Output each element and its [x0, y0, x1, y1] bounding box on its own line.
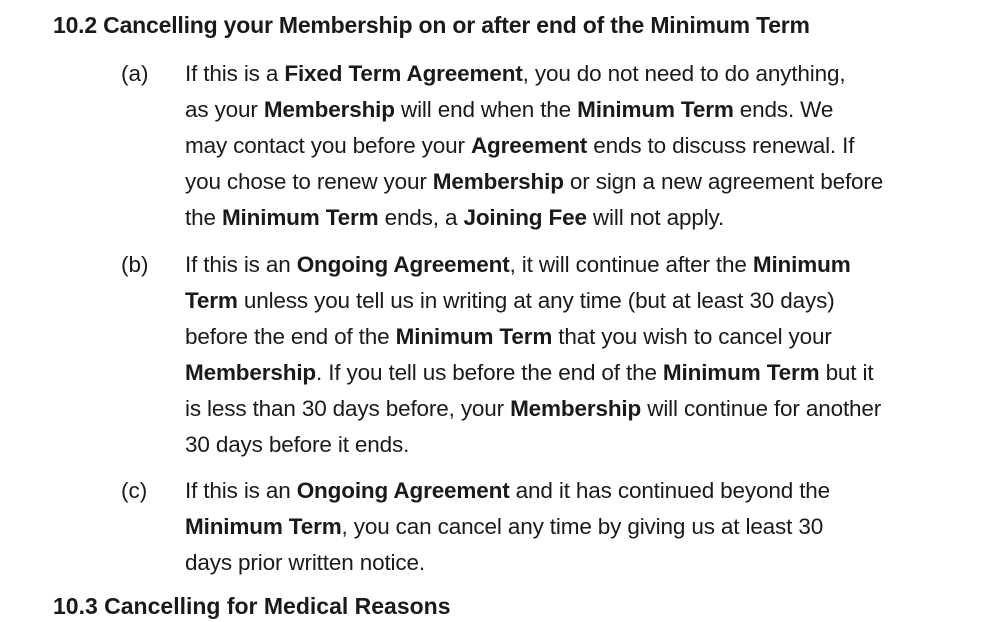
text-run: unless you tell us in writing at any time (but at least 30 days) [237, 288, 835, 313]
clause-line [185, 545, 1000, 581]
text-run: ends, a [378, 205, 464, 230]
clause-body [185, 473, 1000, 581]
text-run: but it [819, 360, 874, 385]
text-run: days prior written notice. [185, 550, 425, 575]
defined-term: Agreement [470, 133, 588, 158]
clause-line [185, 56, 1000, 92]
clause-line [185, 391, 1000, 427]
text-run: , you do not need to do anything, [522, 61, 846, 86]
clause-line [185, 92, 1000, 128]
clause-line [185, 164, 1000, 200]
defined-term: Ongoing Agreement [296, 478, 510, 503]
text-run: , you can cancel any time by giving us at least 30 [341, 514, 824, 539]
section-heading: 10.2 Cancelling your Membership on or after end of the Minimum Term [53, 12, 810, 38]
text-run: ends. We [733, 97, 834, 122]
clause-line [185, 319, 1000, 355]
defined-term: Minimum [752, 252, 851, 277]
text-run: you chose to renew your [185, 169, 433, 194]
clause-marker: (a) [121, 61, 149, 86]
clause-line [185, 509, 1000, 545]
text-run: If this is an [185, 252, 297, 277]
defined-term: Membership [185, 360, 317, 385]
text-run: will continue for another [641, 396, 882, 421]
defined-term: Minimum Term [221, 205, 379, 230]
clause-line [185, 427, 1000, 463]
defined-term: Membership [432, 169, 564, 194]
text-run: may contact you before your [185, 133, 471, 158]
text-run: will end when the [394, 97, 578, 122]
defined-term: Ongoing Agreement [296, 252, 510, 277]
defined-term: Minimum Term [577, 97, 734, 122]
clause-marker: (b) [121, 252, 149, 277]
text-run: If this is an [185, 478, 297, 503]
text-run: is less than 30 days before, your [185, 396, 511, 421]
text-run: or sign a new agreement before [563, 169, 884, 194]
clause-line [185, 355, 1000, 391]
defined-term: Minimum Term [395, 324, 553, 349]
clause-marker: (c) [121, 478, 148, 503]
text-run: . If you tell us before the end of the [316, 360, 663, 385]
defined-term: Membership [510, 396, 642, 421]
defined-term: Membership [263, 97, 395, 122]
defined-term: Joining Fee [463, 205, 587, 230]
text-run: , it will continue after the [509, 252, 753, 277]
text-run: 30 days before it ends. [185, 432, 410, 457]
text-run: as your [185, 97, 264, 122]
defined-term: Term [185, 288, 238, 313]
text-run: ends to discuss renewal. If [587, 133, 855, 158]
text-run: that you wish to cancel your [552, 324, 832, 349]
clause-line [185, 473, 1000, 509]
clause-line [185, 247, 1000, 283]
defined-term: Fixed Term Agreement [284, 61, 523, 86]
text-run: and it has continued beyond the [509, 478, 831, 503]
clause-body [185, 56, 1000, 236]
text-run: the [185, 205, 222, 230]
clause-line [185, 128, 1000, 164]
next-section-heading: 10.3 Cancelling for Medical Reasons [53, 593, 451, 619]
clause-line [185, 200, 1000, 236]
clause-body [185, 247, 1000, 463]
clause-line [185, 283, 1000, 319]
text-run: before the end of the [185, 324, 396, 349]
defined-term: Minimum Term [662, 360, 820, 385]
text-run: If this is a [185, 61, 285, 86]
text-run: will not apply. [586, 205, 725, 230]
defined-term: Minimum Term [185, 514, 342, 539]
